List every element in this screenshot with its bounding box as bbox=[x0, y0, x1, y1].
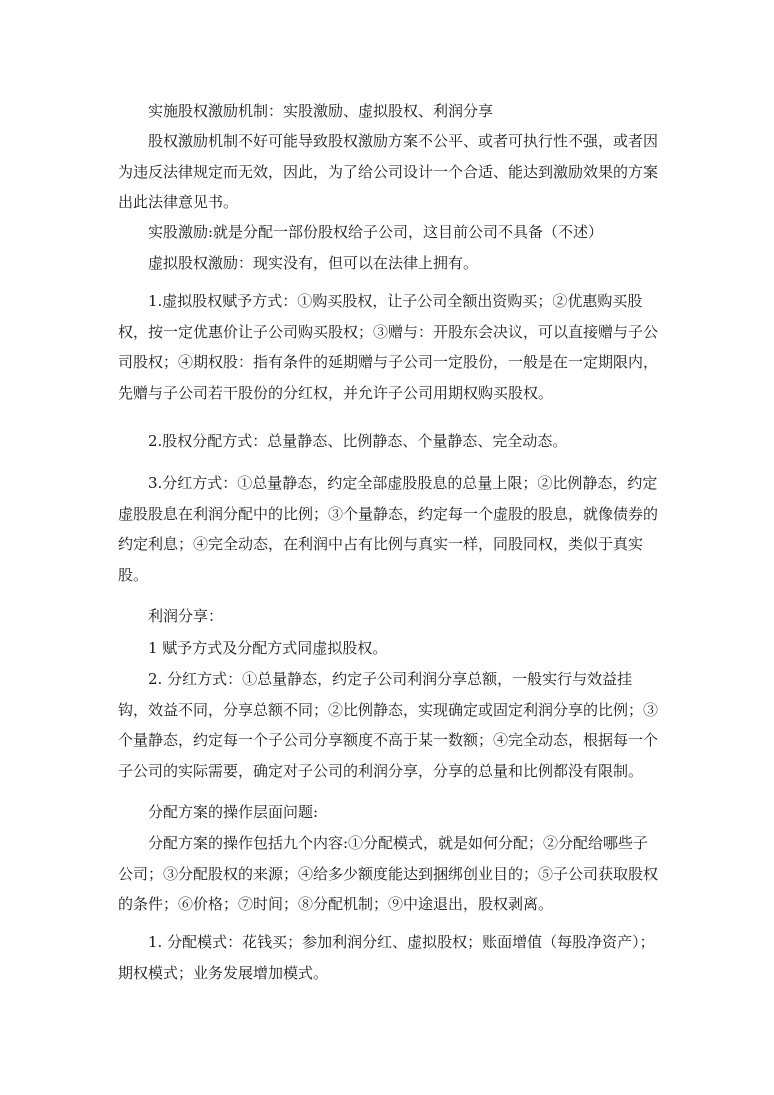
body-paragraph: 1. 分配模式：花钱买；参加利润分红、虚拟股权；账面增值（每股净资产）；期权模式；业务发展增加模式。 bbox=[118, 933, 655, 982]
section-heading: 分配方案的操作层面问题: bbox=[148, 803, 319, 821]
body-paragraph: 1 赋予方式及分配方式同虚拟股权。 bbox=[148, 639, 388, 657]
body-paragraph: 股权激励机制不好可能导致股权激励方案不公平、或者可执行性不强，或者因为违反法律规定而无效，因此，为了给公司设计一个合适、能达到激励效果的方案出此法律意见书。 bbox=[118, 132, 659, 211]
heading-paragraph: 实施股权激励机制：实股激励、虚拟股权、利润分享 bbox=[148, 102, 494, 120]
body-paragraph: 1.虚拟股权赋予方式：①购买股权，让子公司全额出资购买；②优惠购买股权，按一定优惠价让子公司购买股权；③赠与：开股东会决议，可以直接赠与子公司股权；④期权股：指有条件的延期赠与子公司一定股份，一般是在一定期限内，先赠与子公司若干股份的分红权，并允许子公司用期权购买股权。 bbox=[118, 292, 659, 402]
body-paragraph: 分配方案的操作包括九个内容:①分配模式，就是如何分配；②分配给哪些子公司；③分配股权的来源；④给多少额度能达到捆绑创业目的；⑤子公司获取股权的条件；⑥价格；⑦时间；⑧分配机制；⑨中途退出，股权剥离。 bbox=[118, 834, 659, 913]
body-paragraph: 实股激励:就是分配一部份股权给子公司，这目前公司不具备（不述） bbox=[148, 223, 604, 241]
body-paragraph: 3.分红方式：①总量静态，约定全部虚股股息的总量上限；②比例静态，约定虚股股息在利润分配中的比例；③个量静态，约定每一个虚股的股息，就像债券的约定利息；④完全动态，在利润中占有比例与真实一样，同股同权，类似于真实股。 bbox=[118, 474, 659, 584]
body-paragraph: 2. 分红方式：①总量静态，约定子公司利润分享总额，一般实行与效益挂钩，效益不同，分享总额不同；②比例静态，实现确定或固定利润分享的比例；③个量静态，约定每一个子公司分享额度不高于某一数额；④完全动态，根据每一个子公司的实际需要，确定对子公司的利润分享，分享的总量和比例都没有限制。 bbox=[118, 670, 659, 780]
body-paragraph: 2.股权分配方式：总量静态、比例静态、个量静态、完全动态。 bbox=[148, 432, 568, 450]
section-heading: 利润分享： bbox=[148, 607, 224, 625]
body-paragraph: 虚拟股权激励：现实没有，但可以在法律上拥有。 bbox=[148, 254, 479, 272]
